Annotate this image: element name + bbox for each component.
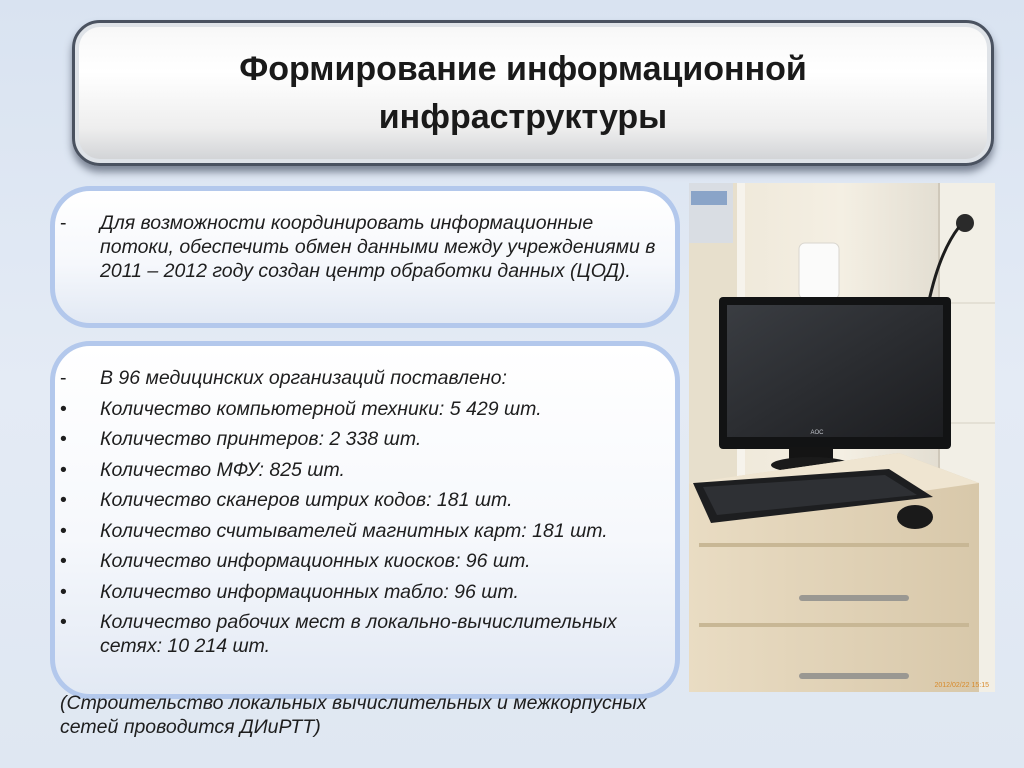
bullet-marker: •: [60, 550, 67, 572]
list-item-text: Количество рабочих мест в локально-вычислительных сетях: 10 214 шт.: [100, 611, 617, 657]
bullet-marker: •: [60, 489, 67, 511]
list-item-text: Количество сканеров штрих кодов: 181 шт.: [100, 489, 513, 511]
list-item: [60, 610, 670, 658]
list-item-text: Количество информационных киосков: 96 шт.: [100, 550, 531, 572]
list-item-text: Количество компьютерной техники: 5 429 шт.: [100, 397, 542, 420]
bullet-marker: •: [60, 611, 67, 633]
computer-photo: [689, 183, 995, 692]
list-item-text: Количество считывателей магнитных карт: 181 шт.: [100, 519, 608, 542]
list-item-text: Количество принтеров: 2 338 шт.: [100, 428, 422, 450]
slide-title: Формирование информационной инфраструктуры: [239, 50, 807, 136]
bullet-marker: •: [60, 428, 67, 450]
intro-text-block: [60, 211, 660, 283]
intro-item: [60, 211, 660, 283]
bullet-marker: •: [60, 458, 67, 481]
list-item: [60, 427, 670, 451]
intro-text: Для возможности координировать информационные потоки, обеспечить обмен данными между учреждениями в 2011 – 2012 году создан центр обработки данных (ЦОД).: [100, 212, 656, 282]
list-heading: [60, 366, 670, 390]
list-item: [60, 488, 670, 512]
list-item: [60, 549, 670, 573]
monitor-brand: AOC: [810, 430, 824, 436]
computer-photo-illustration: [689, 183, 995, 692]
list-item: [60, 397, 670, 421]
dash-marker: -: [60, 367, 67, 389]
footnote: (Строительство локальных вычислительных и межкорпусных сетей проводится ДИиРТТ): [60, 692, 647, 738]
bullet-marker: •: [60, 397, 67, 420]
dash-marker: -: [60, 212, 67, 234]
photo-timestamp: 2012/02/22 15:15: [934, 682, 989, 689]
list-item: [60, 519, 670, 543]
list-item: [60, 580, 670, 604]
title-banner: [72, 20, 994, 166]
list-item: [60, 458, 670, 482]
stats-list: [60, 366, 670, 665]
list-item-text: Количество информационных табло: 96 шт.: [100, 580, 519, 603]
list-item-text: Количество МФУ: 825 шт.: [100, 458, 345, 481]
bullet-marker: •: [60, 580, 67, 603]
bullet-marker: •: [60, 519, 67, 542]
list-heading-text: В 96 медицинских организаций поставлено:: [100, 367, 507, 389]
